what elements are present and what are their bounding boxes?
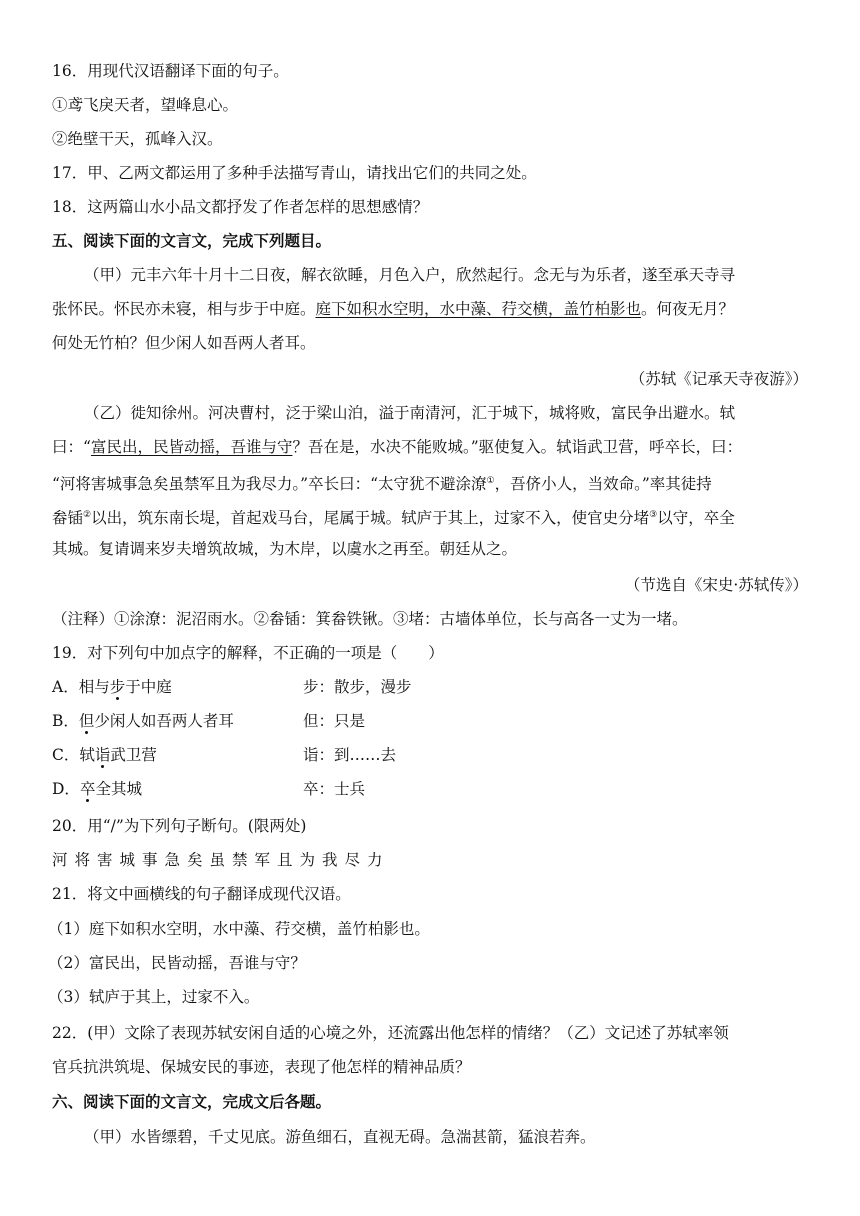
question-16-prompt: 16．用现代汉语翻译下面的句子。 [52, 62, 289, 80]
passage-a-line-2 [52, 298, 808, 320]
dotted-char: 诣 [94, 746, 111, 764]
question-16-sentence-2: ②绝壁干天，孤峰入汉。 [52, 130, 223, 148]
dotted-char: 但 [78, 712, 95, 730]
passage-b-line-3 [52, 470, 808, 495]
question-22-line-2: 官兵抗洪筑堤、保城安民的事迹，表现了他怎样的精神品质？ [52, 1058, 471, 1076]
passage-b-line-4 [52, 504, 808, 529]
question-21-item-2: （2）富民出，民皆动摇，吾谁与守？ [48, 954, 306, 972]
option-a-definition: 步：散步，漫步 [303, 678, 412, 696]
question-22-line-1: 22．(甲）文除了表现苏轼安闲自适的心境之外，还流露出他怎样的情绪？（乙）文记述了苏轼率领 [52, 1024, 729, 1042]
passage-a-text: 张怀民。怀民亦未寝，相与步于中庭。 [52, 300, 316, 318]
passage-a-source: （苏轼《记承天寺夜游》） [629, 370, 808, 388]
passage-b-line-2 [52, 436, 808, 458]
section-5-heading: 五、阅读下面的文言文，完成下列题目。 [52, 231, 332, 250]
underlined-sentence-2: 富民出，民皆动摇，吾谁与守 [90, 438, 293, 456]
passage-a-line-3: 何处无竹柏？但少闲人如吾两人者耳。 [52, 334, 316, 352]
section-6-heading: 六、阅读下面的文言文，完成文后各题。 [52, 1092, 332, 1111]
option-d: D．卒全其城 [52, 780, 142, 798]
passage-b-line-1: （乙）徙知徐州。河决曹村，泛于梁山泊，溢于南清河，汇于城下，城将败，富民争出避水。轼 [84, 404, 736, 422]
question-18: 18．这两篇山水小品文都抒发了作者怎样的思想感情？ [52, 198, 429, 216]
passage-c-line-1: （甲）水皆缥碧，千丈见底。游鱼细石，直视无碍。急湍甚箭，猛浪若奔。 [84, 1128, 596, 1146]
question-19-prompt: 19．对下列句中加点字的解释，不正确的一项是（ ） [52, 644, 444, 662]
footnote-marker: ③ [649, 510, 658, 520]
annotation-notes: （注释）①涂潦：泥沼雨水。②畚锸：箕畚铁锹。③堵：古墙体单位，长与高各一丈为一堵。 [52, 610, 688, 628]
passage-b-text: 以守，卒全 [657, 509, 735, 528]
passage-a-line-1: （甲）元丰六年十月十二日夜，解衣欲睡，月色入户，欣然起行。念无与为乐者，遂至承天寺寻 [84, 266, 736, 284]
option-a: A．相与步于中庭 [52, 678, 172, 696]
dotted-char: 卒 [79, 780, 96, 798]
footnote-marker: ① [486, 476, 495, 486]
passage-b-text: “河将害城事急矣虽禁军且为我尽力。”卒长曰：“太守犹不避涂潦 [52, 475, 487, 494]
question-21-prompt: 21．将文中画横线的句子翻译成现代汉语。 [52, 885, 351, 903]
option-b: B．但少闲人如吾两人者耳 [52, 712, 234, 730]
passage-b-source: （节选自《宋史·苏轼传》） [624, 576, 808, 594]
option-b-definition: 但：只是 [303, 712, 366, 730]
passage-b-text: ？吾在是，水决不能败城。”驱使复入。轼诣武卫营，呼卒长，曰： [292, 438, 743, 456]
option-d-definition: 卒：士兵 [303, 780, 366, 798]
question-17: 17．甲、乙两文都运用了多种手法描写青山，请找出它们的共同之处。 [52, 164, 537, 182]
footnote-marker: ② [83, 510, 92, 520]
question-20-prompt: 20．用“/”为下列句子断句。(限两处) [52, 817, 307, 835]
passage-b-text: 曰：“ [52, 438, 91, 456]
question-21-item-3: （3）轼庐于其上，过家不入。 [48, 988, 260, 1006]
question-21-item-1: （1）庭下如积水空明，水中藻、荇交横，盖竹柏影也。 [48, 920, 430, 938]
passage-a-text: 。何夜无月？ [641, 300, 735, 318]
question-20-sentence: 河将害城事急矣虽禁军且为我尽力 [52, 851, 390, 869]
passage-b-text: ，吾侪小人，当效命。”率其徒持 [494, 475, 712, 494]
passage-b-line-5: 其城。复请调来岁夫增筑故城，为木岸，以虞水之再至。朝廷从之。 [52, 540, 518, 558]
dotted-char: 步 [109, 678, 126, 696]
passage-b-text: 以出，筑东南长堤，首起戏马台，尾属于城。轼庐于其上，过家不入，使官史分堵 [91, 509, 650, 528]
underlined-sentence-1: 庭下如积水空明，水中藻、荇交横，盖竹柏影也 [315, 300, 642, 318]
question-16-sentence-1: ①鸢飞戾天者，望峰息心。 [52, 96, 239, 114]
option-c: C．轼诣武卫营 [52, 746, 157, 764]
option-c-definition: 诣：到……去 [303, 746, 397, 764]
passage-b-text: 畚锸 [52, 509, 84, 528]
